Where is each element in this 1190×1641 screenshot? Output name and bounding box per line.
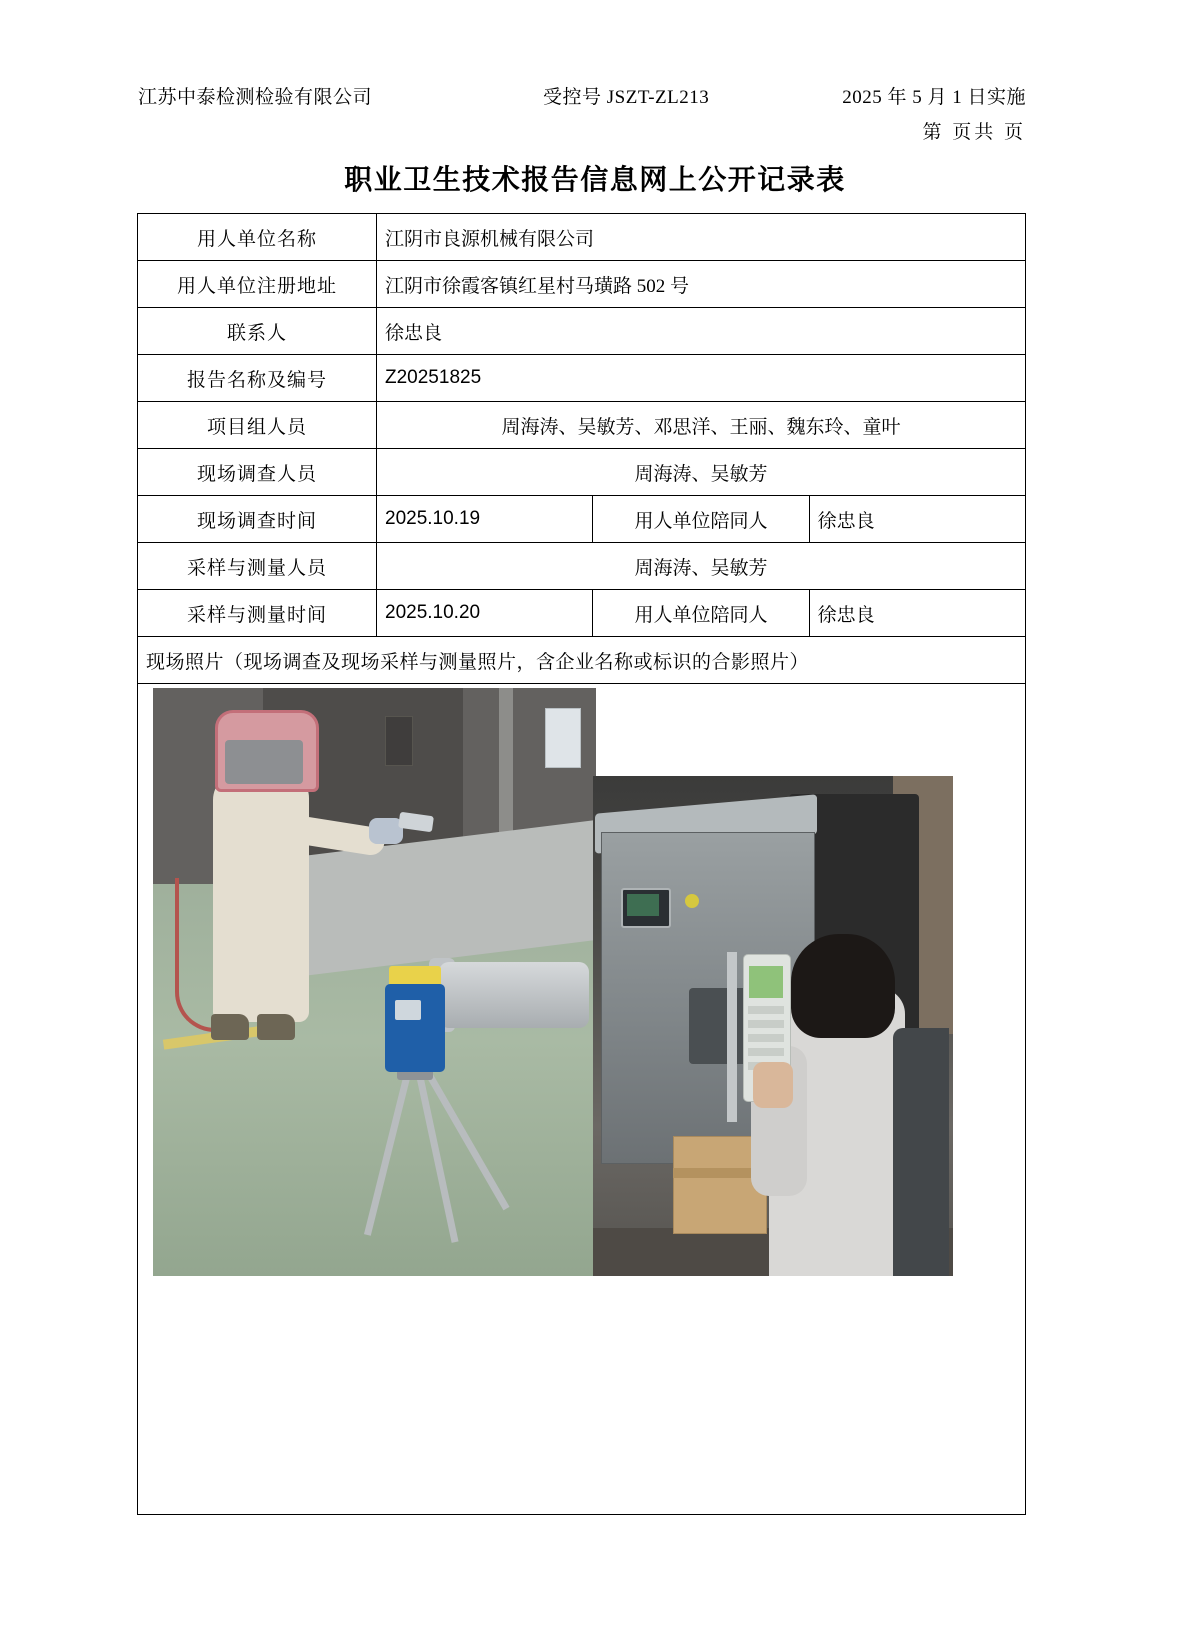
photo-sampler-display (395, 1000, 421, 1020)
row-label-sampling-staff: 采样与测量人员 (138, 543, 377, 590)
photo-control-panel-screen (627, 894, 659, 916)
row-label-survey-time: 现场调查时间 (138, 496, 377, 543)
row-value-employer-address: 江阴市徐霞客镇红星村马璜路 502 号 (377, 261, 1026, 308)
photo-technician-hair (791, 934, 895, 1038)
row-label-project-team: 项目组人员 (138, 402, 377, 449)
table-row (138, 543, 1026, 590)
table-row (138, 637, 1026, 684)
row-label-employer-address: 用人单位注册地址 (138, 261, 377, 308)
row-label-survey-accompany: 用人单位陪同人 (593, 496, 809, 543)
row-value-contact-person: 徐忠良 (377, 308, 1026, 355)
row-label-sampling-accompany: 用人单位陪同人 (593, 590, 809, 637)
table-row (138, 402, 1026, 449)
document-header (138, 82, 1026, 109)
row-label-sampling-time: 采样与测量时间 (138, 590, 377, 637)
noise-measurement-photo (593, 776, 953, 1276)
row-label-photos-header: 现场照片（现场调查及现场采样与测量照片，含企业名称或标识的合影照片） (138, 637, 1026, 684)
photo-worker-boot (211, 1014, 249, 1040)
photo-motor (689, 988, 751, 1064)
photo-worker-boot (257, 1014, 295, 1040)
row-value-report-name-number: Z20251825 (377, 355, 1026, 402)
photo-control-button (685, 894, 699, 908)
row-label-survey-staff: 现场调查人员 (138, 449, 377, 496)
table-row (138, 355, 1026, 402)
row-value-survey-staff: 周海涛、吴敏芳 (377, 449, 1026, 496)
row-label-employer-name: 用人单位名称 (138, 214, 377, 261)
table-row (138, 449, 1026, 496)
row-value-sampling-time: 2025.10.20 (377, 590, 593, 637)
photo-cell (138, 684, 1026, 1515)
form-table (137, 213, 1026, 1515)
row-value-project-team: 周海涛、吴敏芳、邓思洋、王丽、魏东玲、童叶 (377, 402, 1026, 449)
row-value-sampling-staff: 周海涛、吴敏芳 (377, 543, 1026, 590)
table-row (138, 261, 1026, 308)
row-label-contact-person: 联系人 (138, 308, 377, 355)
header-page-indicator: 第 页共 页 (922, 122, 1026, 143)
row-value-sampling-accompany: 徐忠良 (809, 590, 1025, 637)
table-row (138, 308, 1026, 355)
table-row-photos (138, 684, 1026, 1515)
site-sampling-photo (153, 688, 596, 1276)
photo-wall-sign (545, 708, 581, 768)
table-row (138, 496, 1026, 543)
table-row (138, 590, 1026, 637)
photo-container (146, 684, 1017, 1514)
photo-second-person-sleeve (893, 1028, 949, 1276)
photo-sound-meter-display (749, 966, 783, 998)
form-table-wrapper (137, 213, 1026, 1515)
photo-wall-vent (385, 716, 413, 766)
row-value-survey-accompany: 徐忠良 (809, 496, 1025, 543)
photo-pipe (727, 952, 737, 1122)
row-value-employer-name: 江阴市良源机械有限公司 (377, 214, 1026, 261)
header-effective-date: 2025 年 5 月 1 日实施 (842, 87, 1026, 108)
page-title: 职业卫生技术报告信息网上公开记录表 (344, 165, 846, 196)
row-value-survey-time: 2025.10.19 (377, 496, 593, 543)
header-control-number: 受控号 JSZT-ZL213 (543, 87, 710, 108)
table-row (138, 214, 1026, 261)
photo-worker-visor (225, 740, 303, 784)
photo-metal-tank (439, 962, 589, 1028)
header-company: 江苏中泰检测检验有限公司 (138, 87, 373, 108)
row-label-report-name-number: 报告名称及编号 (138, 355, 377, 402)
photo-technician-hand (753, 1062, 793, 1108)
photo-air-sampler (385, 984, 445, 1072)
photo-worker-suit (213, 772, 309, 1022)
